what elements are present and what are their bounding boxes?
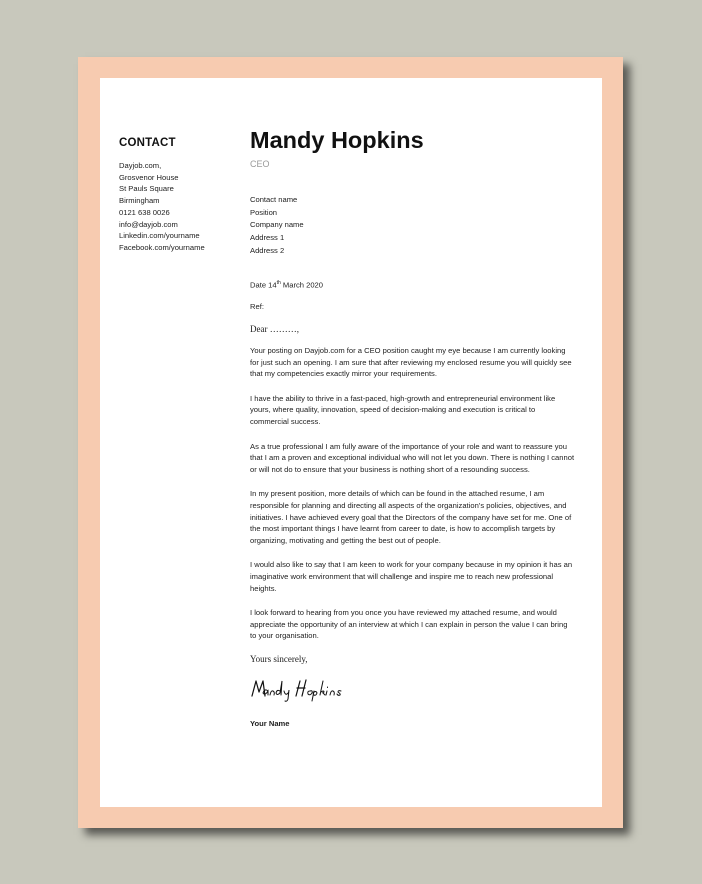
date-month-year: March 2020 xyxy=(280,280,323,290)
letter-paragraph: In my present position, more details of which can be found in the attached resume, I am responsible for planning and directing all aspects of the organization’s policies, objectives, and initiatives. I have achieved every goal that the Directors of the company have set for me. One of the most important things I have learnt from career to date, is how to accomplish targets by organizing, motivating and getting the best out of people. xyxy=(250,489,572,545)
applicant-name: Mandy Hopkins xyxy=(250,127,424,153)
handwritten-signature xyxy=(250,676,575,702)
contact-section xyxy=(119,137,239,254)
contact-line: Dayjob.com, xyxy=(119,161,162,170)
contact-heading: CONTACT xyxy=(119,137,176,149)
reference-line: Ref: xyxy=(250,302,264,312)
contact-linkedin: Linkedin.com/yourname xyxy=(119,231,200,241)
your-name-placeholder: Your Name xyxy=(250,718,290,728)
letter-paragraph: I have the ability to thrive in a fast-paced, high-growth and entrepreneurial environment like yours, where quality, innovation, speed of decision-making and execution is critical to commercial success. xyxy=(250,393,556,427)
contact-facebook: Facebook.com/yourname xyxy=(119,242,205,252)
recipient-block xyxy=(250,194,575,258)
contact-line: Birmingham xyxy=(119,196,160,206)
contact-phone: 0121 638 0026 xyxy=(119,207,170,217)
closing-line: Yours sincerely, xyxy=(250,653,308,664)
applicant-role: CEO xyxy=(250,159,270,169)
letter-body xyxy=(250,126,575,728)
letter-date xyxy=(250,280,575,290)
recipient-line: Address 1 xyxy=(250,233,285,243)
recipient-line: Address 2 xyxy=(250,245,285,255)
cover-letter-page xyxy=(100,78,602,807)
recipient-line: Position xyxy=(250,207,278,217)
date-text: Date 14 xyxy=(250,280,277,290)
document-border xyxy=(78,57,623,828)
recipient-line: Company name xyxy=(250,220,304,230)
recipient-line: Contact name xyxy=(250,195,298,204)
letter-paragraph: Your posting on Dayjob.com for a CEO position caught my eye because I am currently looking for just such an opening. I am sure that after reviewing my enclosed resume you will quickly see that my competencies exactly mirror your requirements. xyxy=(250,346,572,379)
letter-paragraph: I look forward to hearing from you once you have reviewed my attached resume, and would appreciate the opportunity of an interview at which I can explain in person the value I can bring to your organisation. xyxy=(250,608,568,641)
letter-paragraph: I would also like to say that I am keen to work for your company because in my opinion it has an imaginative work environment that will challenge and inspire me to reach new professional heights. xyxy=(250,560,573,593)
contact-email: info@dayjob.com xyxy=(119,219,178,229)
contact-line: Grosvenor House xyxy=(119,172,179,182)
contact-line: St Pauls Square xyxy=(119,184,174,194)
letter-paragraph: As a true professional I am fully aware of the importance of your role and want to reassure you that I am a proven and exceptional individual who will not let you down. There is nothing I cannot or will not do to ensure that your business is nothing short of a resounding success. xyxy=(250,441,575,474)
salutation: Dear ………, xyxy=(250,324,299,335)
date-ordinal: th xyxy=(276,279,281,286)
